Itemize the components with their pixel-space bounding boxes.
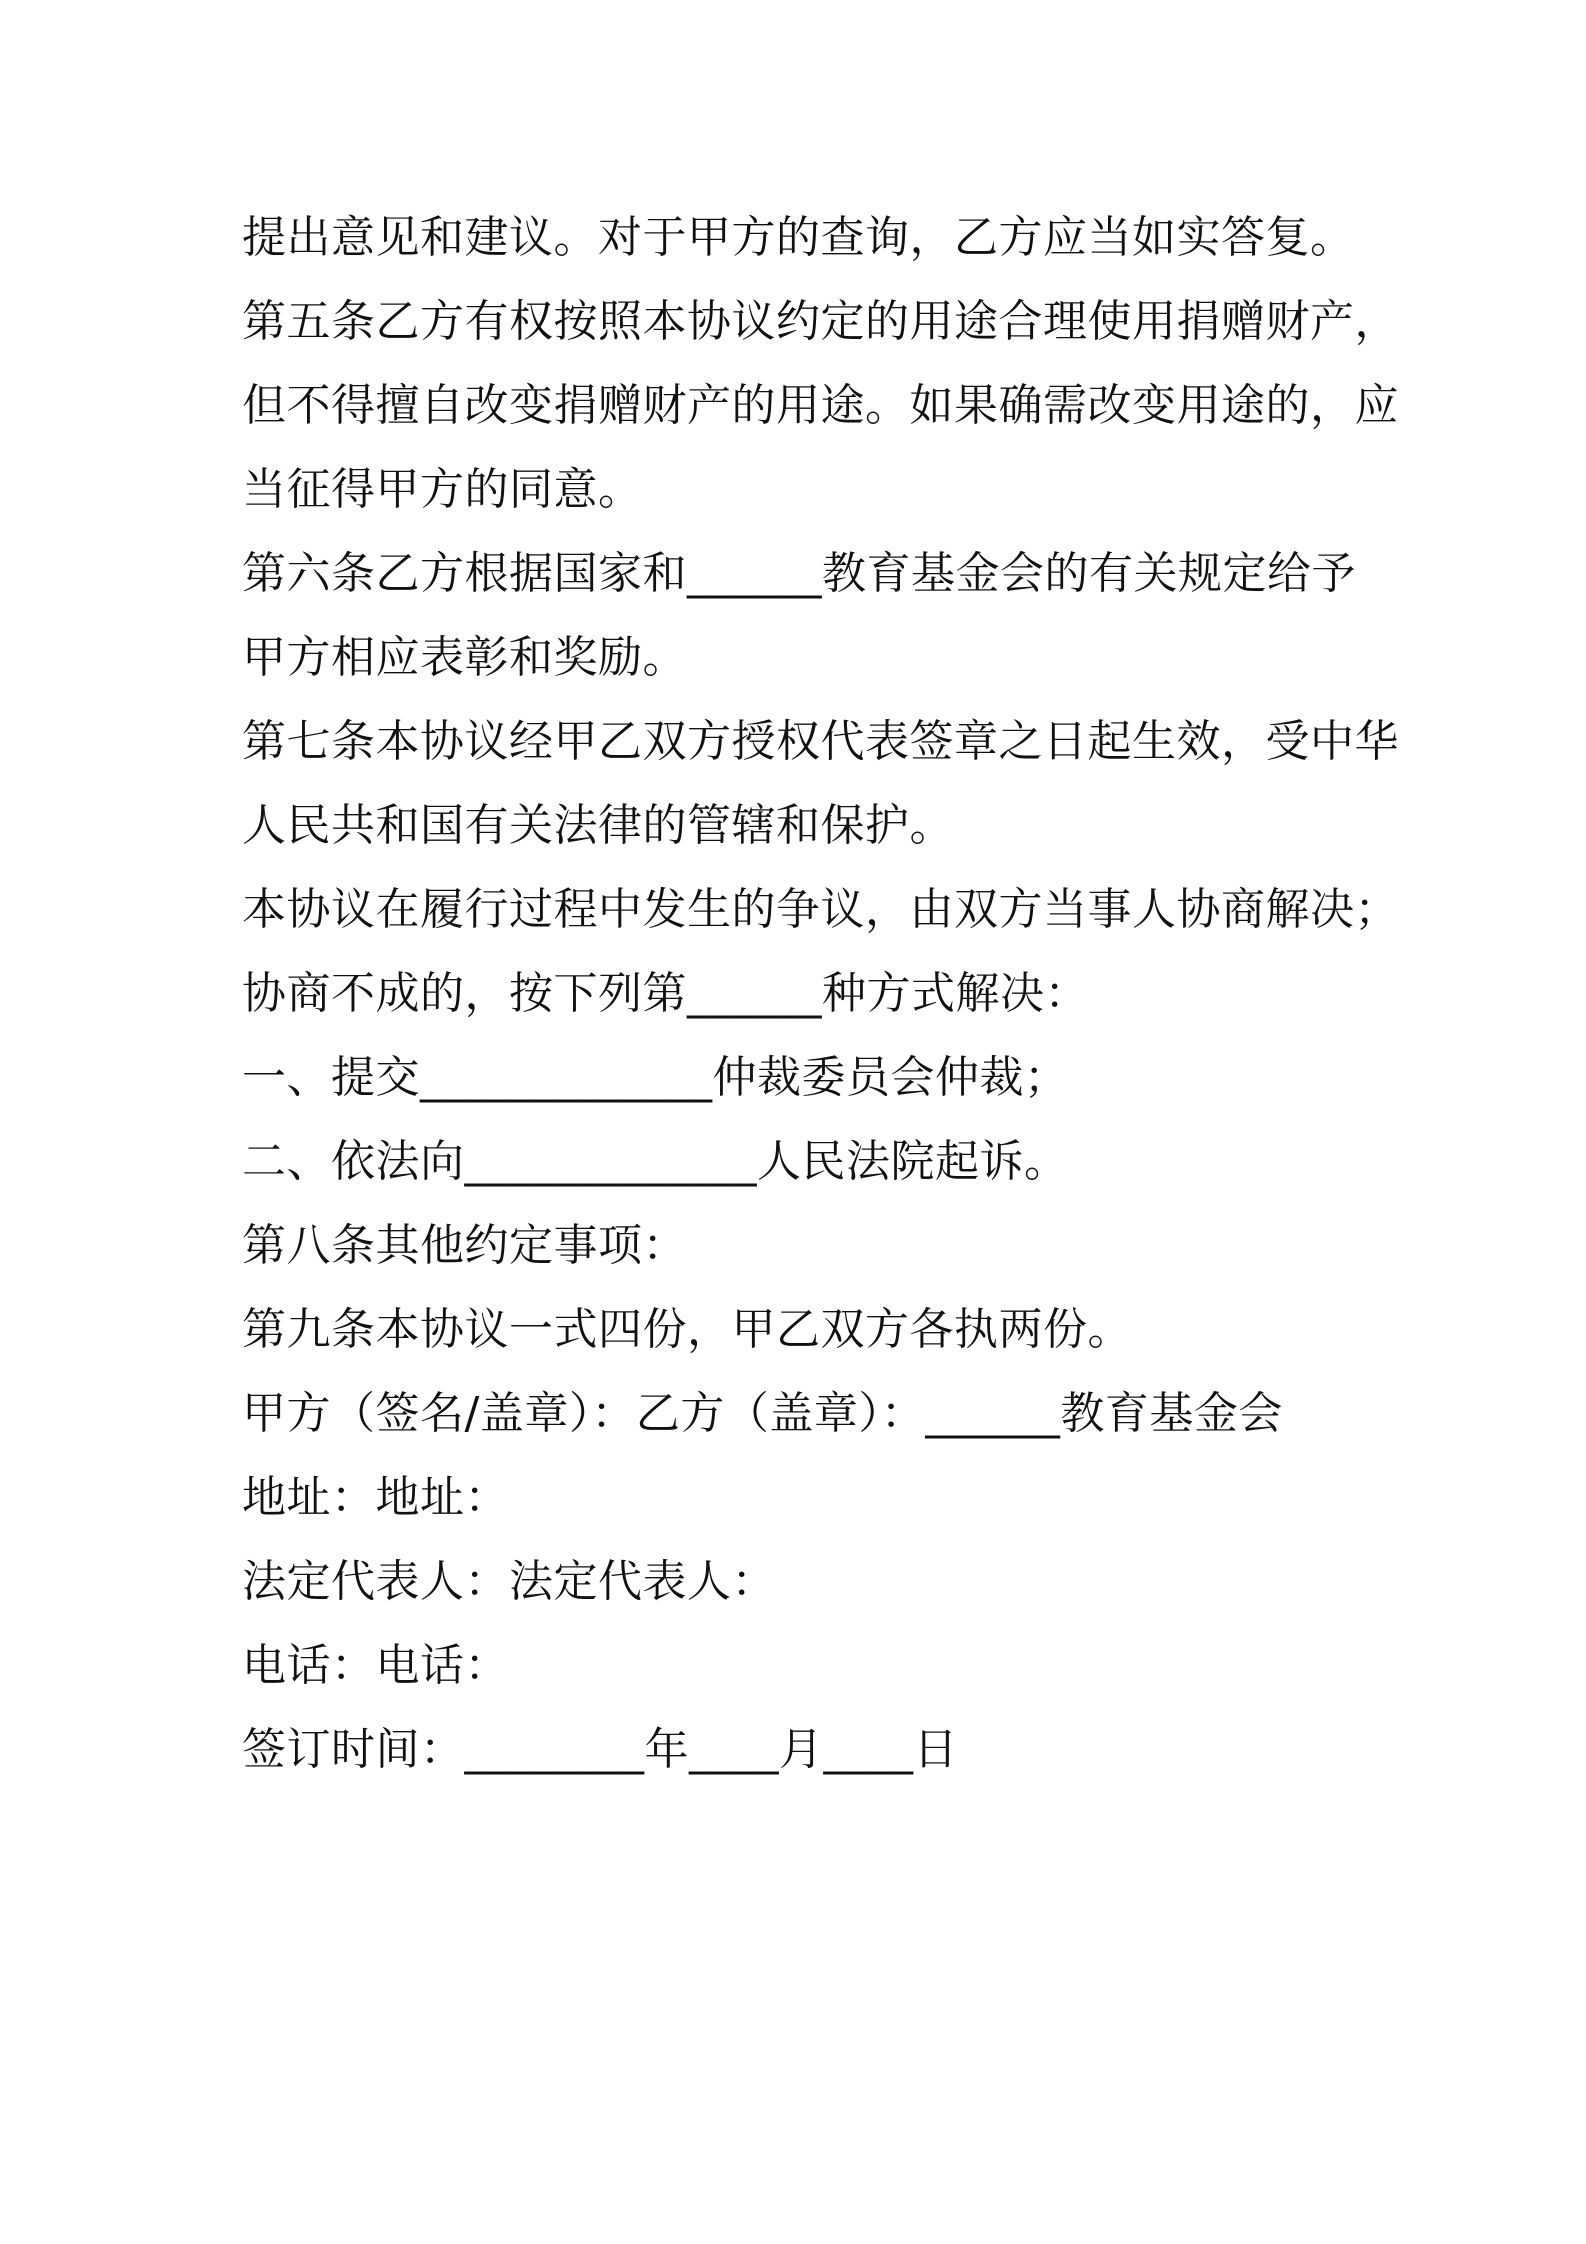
- article-7-line-1: 第七条本协议经甲乙双方授权代表签章之日起生效，受中华: [242, 716, 1399, 767]
- article-6-line-2: 甲方相应表彰和奖励。: [242, 632, 687, 683]
- article-5-line-2: 但不得擅自改变捐赠财产的用途。如果确需改变用途的，应: [242, 380, 1399, 431]
- dispute-option-1: 一、提交_____________仲裁委员会仲裁；: [242, 1052, 1069, 1103]
- address-line: 地址：地址：: [242, 1472, 509, 1523]
- signature-parties: 甲方（签名/盖章）：乙方（盖章）：______教育基金会: [242, 1388, 1283, 1439]
- article-7-line-2: 人民共和国有关法律的管辖和保护。: [242, 800, 954, 851]
- article-5-line-1: 第五条乙方有权按照本协议约定的用途合理使用捐赠财产，: [242, 296, 1399, 347]
- dispute-option-2: 二、依法向_____________人民法院起诉。: [242, 1136, 1069, 1187]
- text-line: 提出意见和建议。对于甲方的查询，乙方应当如实答复。: [242, 212, 1355, 263]
- document-body: [242, 196, 1399, 1792]
- article-5-line-3: 当征得甲方的同意。: [242, 464, 643, 515]
- dispute-line-1: 本协议在履行过程中发生的争议，由双方当事人协商解决；: [242, 884, 1399, 935]
- article-9: 第九条本协议一式四份，甲乙双方各执两份。: [242, 1304, 1132, 1355]
- article-8: 第八条其他约定事项：: [242, 1220, 687, 1271]
- article-6-line-1: 第六条乙方根据国家和______教育基金会的有关规定给予: [242, 548, 1356, 599]
- phone-line: 电话：电话：: [242, 1640, 509, 1691]
- signing-date-line: 签订时间：________年____月____日: [242, 1724, 958, 1775]
- dispute-line-2: 协商不成的，按下列第______种方式解决：: [242, 968, 1089, 1019]
- legal-representative-line: 法定代表人：法定代表人：: [242, 1556, 776, 1607]
